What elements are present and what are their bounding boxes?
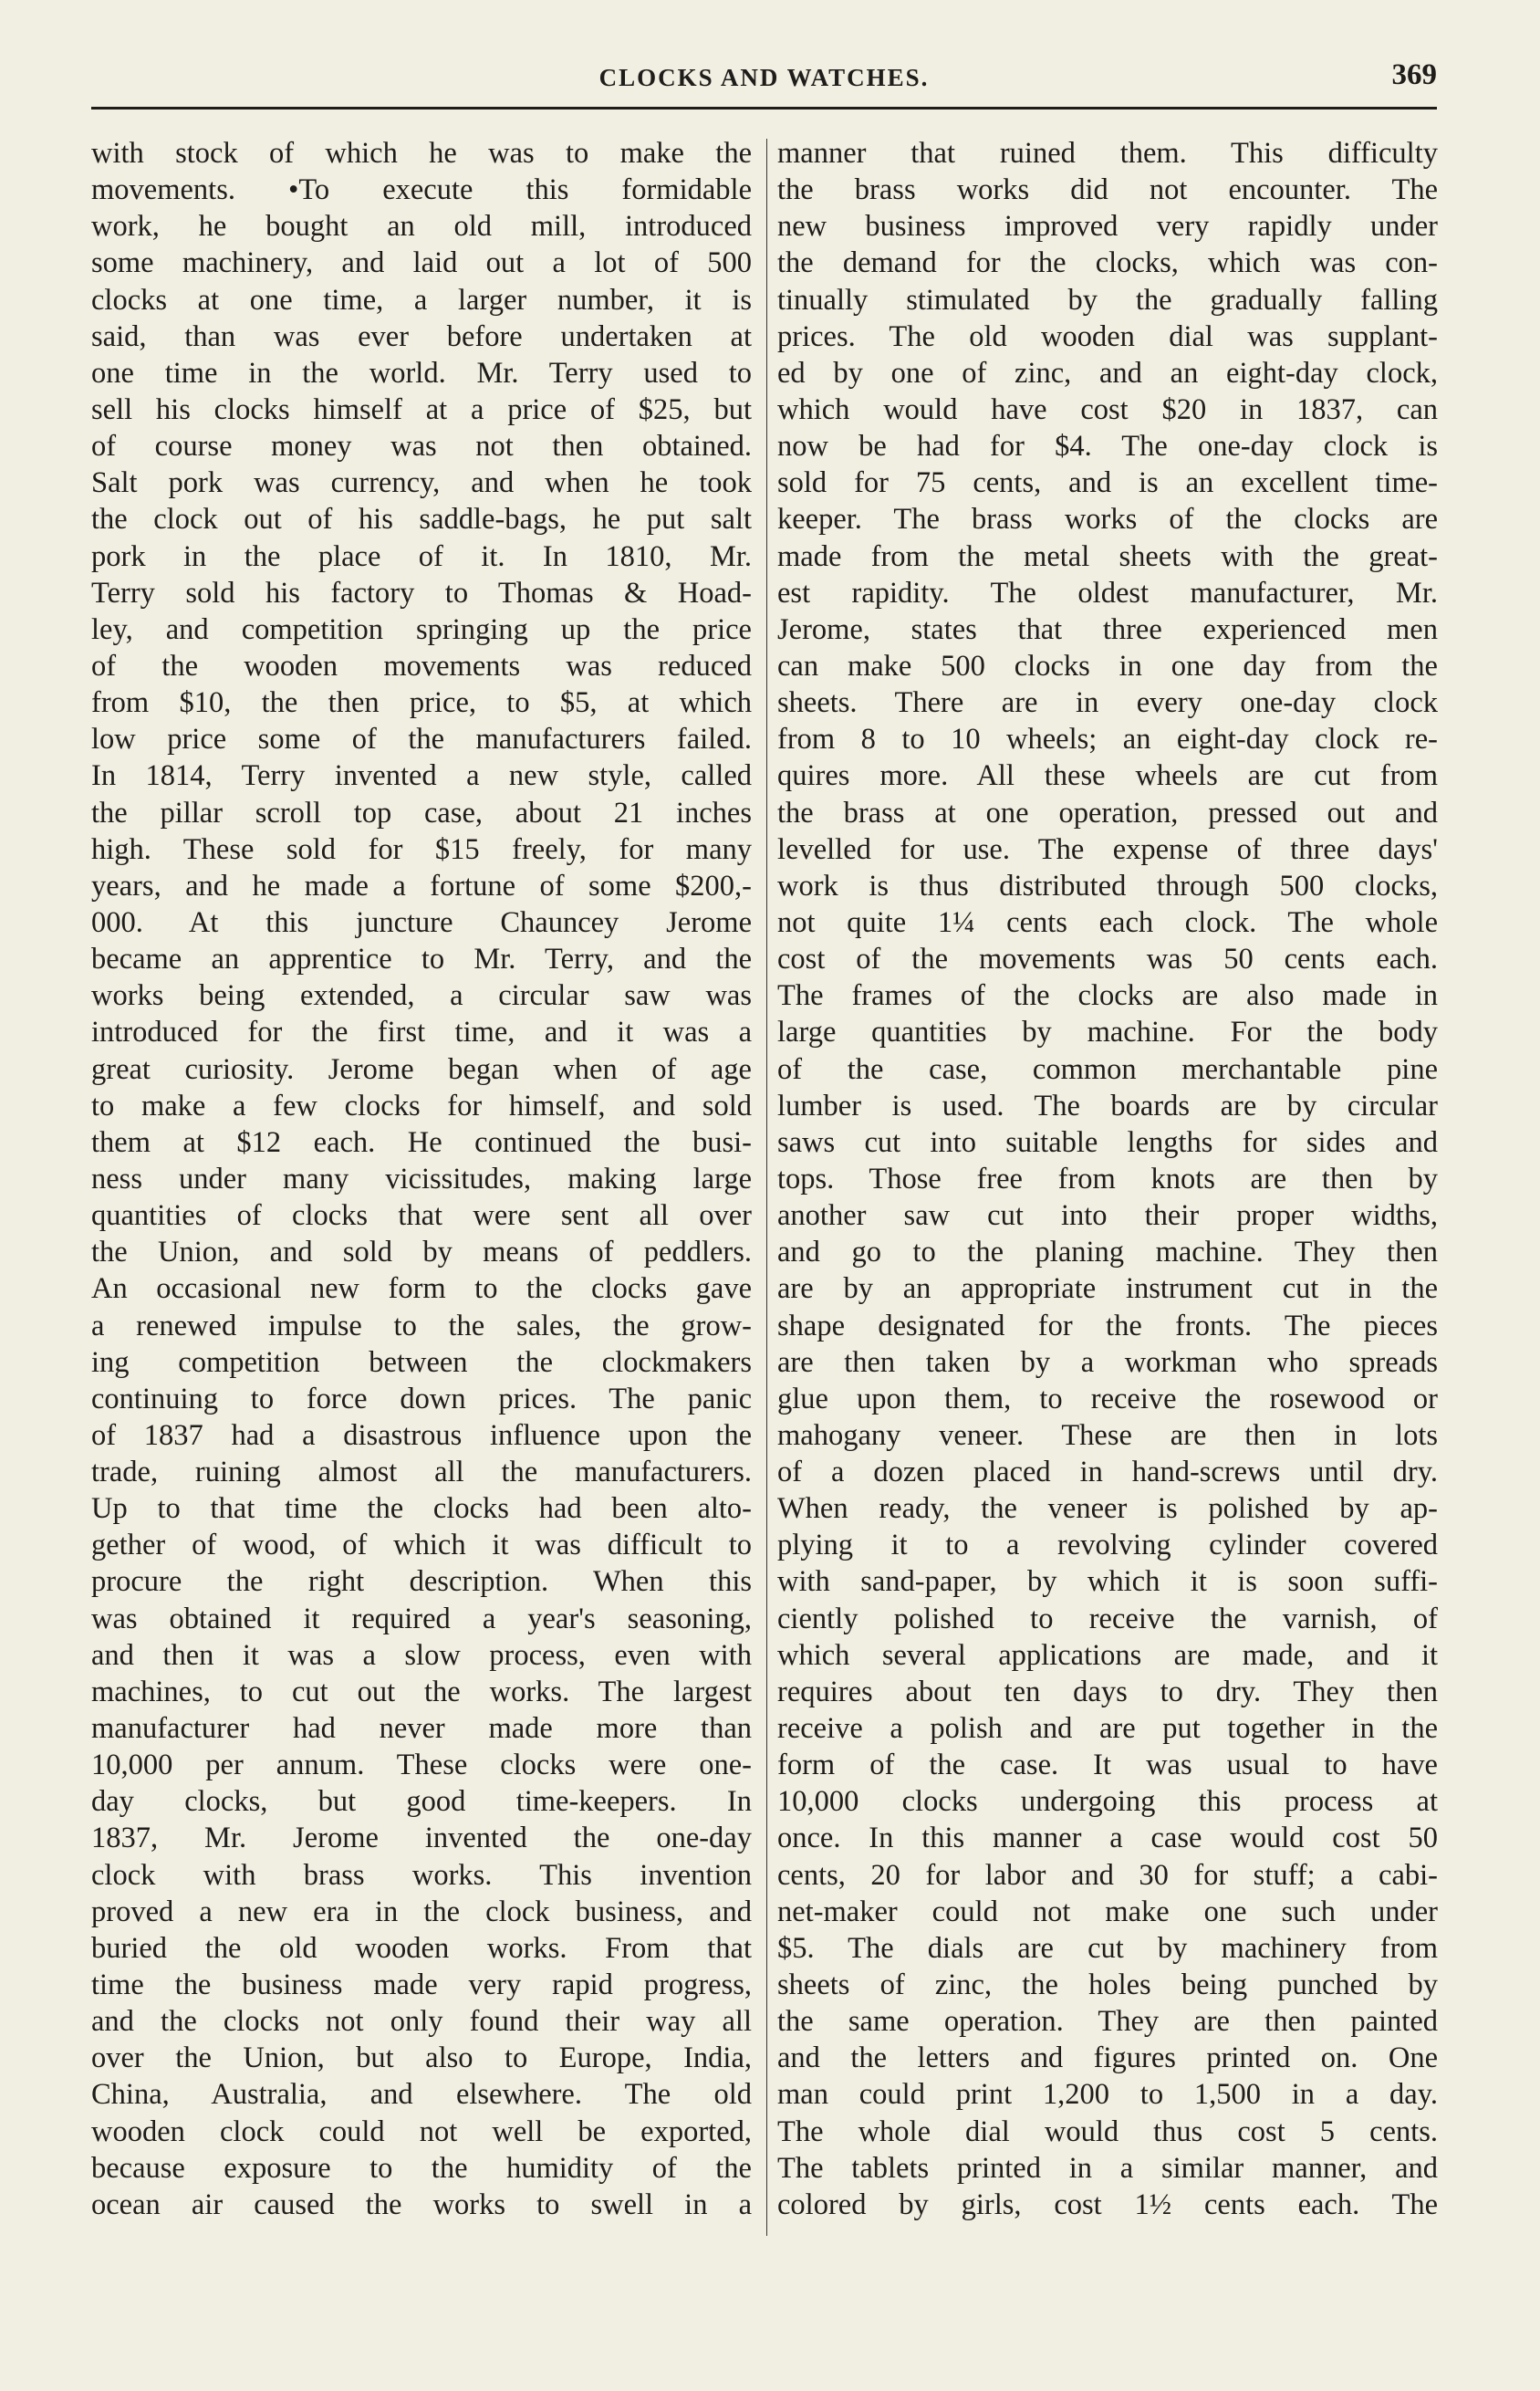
left-column-line: high. These sold for $15 freely, for many [91, 832, 752, 866]
right-column-line: The frames of the clocks are also made in [777, 979, 1438, 1013]
left-column-line: great curiosity. Jerome began when of age [91, 1052, 752, 1086]
right-column-line: levelled for use. The expense of three days' [777, 832, 1438, 866]
left-column-line: said, than was ever before undertaken at [91, 319, 752, 353]
header-rule [91, 107, 1437, 110]
left-column-line: gether of wood, of which it was difficult to [91, 1529, 752, 1562]
running-head [91, 57, 1437, 97]
right-column-line: and go to the planing machine. They then [777, 1236, 1438, 1269]
right-column-line: another saw cut into their proper widths, [777, 1199, 1438, 1233]
right-column-line: keeper. The brass works of the clocks are [777, 503, 1438, 537]
column-divider [766, 139, 767, 2236]
left-column-line: ness under many vicissitudes, making large [91, 1162, 752, 1196]
left-column-line: with stock of which he was to make the [91, 137, 752, 170]
left-column-line: time the business made very rapid progress, [91, 1968, 752, 2002]
running-title: CLOCKS AND WATCHES. [598, 64, 930, 91]
left-column-line: of 1837 had a disastrous influence upon the [91, 1418, 752, 1452]
left-column-line: work, he bought an old mill, introduced [91, 210, 752, 244]
right-column-line: tops. Those free from knots are then by [777, 1162, 1438, 1196]
left-column-line: pork in the place of it. In 1810, Mr. [91, 539, 752, 573]
left-column-line: clocks at one time, a larger number, it is [91, 283, 752, 317]
right-column-line: new business improved very rapidly under [777, 210, 1438, 244]
left-column-line: them at $12 each. He continued the busi- [91, 1125, 752, 1159]
right-column-line: which several applications are made, and it [777, 1638, 1438, 1672]
left-column-line: An occasional new form to the clocks gave [91, 1272, 752, 1306]
left-column-line: became an apprentice to Mr. Terry, and the [91, 943, 752, 976]
left-column-line: day clocks, but good time-keepers. In [91, 1785, 752, 1819]
right-column-line: glue upon them, to receive the rosewood or [777, 1382, 1438, 1415]
right-column-line: ed by one of zinc, and an eight-day clock, [777, 356, 1438, 390]
left-column [91, 135, 752, 2223]
left-column-line: Salt pork was currency, and when he took [91, 466, 752, 500]
right-column-line: now be had for $4. The one-day clock is [777, 430, 1438, 464]
right-column-line: cost of the movements was 50 cents each. [777, 943, 1438, 976]
left-column-line: trade, ruining almost all the manufacturers. [91, 1456, 752, 1489]
right-column-line: are by an appropriate instrument cut in the [777, 1272, 1438, 1306]
left-column-line: proved a new era in the clock business, and [91, 1895, 752, 1928]
left-column-line: wooden clock could not well be exported, [91, 2114, 752, 2148]
right-column-line: made from the metal sheets with the great- [777, 539, 1438, 573]
right-column-line: can make 500 clocks in one day from the [777, 649, 1438, 683]
right-column-line: man could print 1,200 to 1,500 in a day. [777, 2078, 1438, 2112]
left-column-line: In 1814, Terry invented a new style, called [91, 759, 752, 793]
right-column-line: of a dozen placed in hand-screws until dry. [777, 1456, 1438, 1489]
right-column-line: ciently polished to receive the varnish, of [777, 1602, 1438, 1635]
right-column-line: Jerome, states that three experienced men [777, 612, 1438, 646]
left-column-line: continuing to force down prices. The panic [91, 1382, 752, 1415]
right-column-line: The tablets printed in a similar manner, and [777, 2151, 1438, 2185]
right-column-line: the same operation. They are then painted [777, 2005, 1438, 2039]
left-column-line: one time in the world. Mr. Terry used to [91, 356, 752, 390]
right-column-line: manner that ruined them. This difficulty [777, 137, 1438, 170]
right-column-line: work is thus distributed through 500 clocks, [777, 869, 1438, 903]
left-column-line: ley, and competition springing up the price [91, 612, 752, 646]
right-column-line: plying it to a revolving cylinder covered [777, 1529, 1438, 1562]
right-column-line: quires more. All these wheels are cut from [777, 759, 1438, 793]
left-column-line: 1837, Mr. Jerome invented the one-day [91, 1822, 752, 1855]
right-column [777, 135, 1438, 2223]
right-column-line: The whole dial would thus cost 5 cents. [777, 2114, 1438, 2148]
right-column-line: with sand-paper, by which it is soon suffi- [777, 1565, 1438, 1599]
left-column-line: the pillar scroll top case, about 21 inches [91, 796, 752, 830]
left-column-line: procure the right description. When this [91, 1565, 752, 1599]
right-column-line: $5. The dials are cut by machinery from [777, 1931, 1438, 1965]
right-column-line: are then taken by a workman who spreads [777, 1345, 1438, 1379]
right-column-line: 10,000 clocks undergoing this process at [777, 1785, 1438, 1819]
right-column-line: lumber is used. The boards are by circular [777, 1089, 1438, 1122]
right-column-line: the brass works did not encounter. The [777, 173, 1438, 207]
right-column-line: form of the case. It was usual to have [777, 1749, 1438, 1782]
left-column-line: years, and he made a fortune of some $200,- [91, 869, 752, 903]
left-column-line: manufacturer had never made more than [91, 1712, 752, 1746]
left-column-line: Up to that time the clocks had been alto- [91, 1492, 752, 1526]
left-column-line: ing competition between the clockmakers [91, 1345, 752, 1379]
right-column-line: from 8 to 10 wheels; an eight-day clock re- [777, 723, 1438, 757]
left-column-line: 10,000 per annum. These clocks were one- [91, 1749, 752, 1782]
right-column-line: When ready, the veneer is polished by ap- [777, 1492, 1438, 1526]
left-column-line: from $10, the then price, to $5, at which [91, 686, 752, 720]
right-column-line: cents, 20 for labor and 30 for stuff; a cabi- [777, 1858, 1438, 1892]
right-column-line: est rapidity. The oldest manufacturer, Mr. [777, 576, 1438, 610]
page-number: 369 [1391, 58, 1437, 91]
left-column-line: machines, to cut out the works. The largest [91, 1675, 752, 1708]
right-column-line: net-maker could not make one such under [777, 1895, 1438, 1928]
left-column-line: China, Australia, and elsewhere. The old [91, 2078, 752, 2112]
right-column-line: the brass at one operation, pressed out and [777, 796, 1438, 830]
right-column-line: the demand for the clocks, which was con- [777, 246, 1438, 280]
left-column-line: works being extended, a circular saw was [91, 979, 752, 1013]
right-column-line: requires about ten days to dry. They then [777, 1675, 1438, 1708]
left-column-line: and then it was a slow process, even with [91, 1638, 752, 1672]
right-column-line: which would have cost $20 in 1837, can [777, 392, 1438, 426]
left-column-line: over the Union, but also to Europe, India, [91, 2041, 752, 2075]
left-column-line: of the wooden movements was reduced [91, 649, 752, 683]
left-column-line: low price some of the manufacturers failed. [91, 723, 752, 757]
left-column-line: and the clocks not only found their way all [91, 2005, 752, 2039]
right-column-line: and the letters and figures printed on. One [777, 2041, 1438, 2075]
right-column-line: of the case, common merchantable pine [777, 1052, 1438, 1086]
left-column-line: clock with brass works. This invention [91, 1858, 752, 1892]
right-column-line: large quantities by machine. For the body [777, 1016, 1438, 1049]
left-column-line: some machinery, and laid out a lot of 500 [91, 246, 752, 280]
right-column-line: tinually stimulated by the gradually falling [777, 283, 1438, 317]
left-column-line: ocean air caused the works to swell in a [91, 2187, 752, 2221]
right-column-line: once. In this manner a case would cost 50 [777, 1822, 1438, 1855]
left-column-line: the Union, and sold by means of peddlers. [91, 1236, 752, 1269]
right-column-line: sheets. There are in every one-day clock [777, 686, 1438, 720]
right-column-line: receive a polish and are put together in the [777, 1712, 1438, 1746]
right-column-line: sheets of zinc, the holes being punched by [777, 1968, 1438, 2002]
left-column-line: a renewed impulse to the sales, the grow- [91, 1309, 752, 1342]
left-column-line: quantities of clocks that were sent all over [91, 1199, 752, 1233]
left-column-line: to make a few clocks for himself, and sold [91, 1089, 752, 1122]
left-column-line: the clock out of his saddle-bags, he put salt [91, 503, 752, 537]
right-column-line: mahogany veneer. These are then in lots [777, 1418, 1438, 1452]
left-column-line: buried the old wooden works. From that [91, 1931, 752, 1965]
right-column-line: shape designated for the fronts. The pieces [777, 1309, 1438, 1342]
right-column-line: not quite 1¼ cents each clock. The whole [777, 905, 1438, 939]
right-column-line: colored by girls, cost 1½ cents each. The [777, 2187, 1438, 2221]
right-column-line: saws cut into suitable lengths for sides and [777, 1125, 1438, 1159]
left-column-line: was obtained it required a year's seasoning, [91, 1602, 752, 1635]
left-column-line: movements. •To execute this formidable [91, 173, 752, 207]
right-column-line: sold for 75 cents, and is an excellent time- [777, 466, 1438, 500]
right-column-line: prices. The old wooden dial was supplant- [777, 319, 1438, 353]
left-column-line: 000. At this juncture Chauncey Jerome [91, 905, 752, 939]
left-column-line: sell his clocks himself at a price of $25, but [91, 392, 752, 426]
left-column-line: introduced for the first time, and it was a [91, 1016, 752, 1049]
left-column-line: Terry sold his factory to Thomas & Hoad- [91, 576, 752, 610]
left-column-line: because exposure to the humidity of the [91, 2151, 752, 2185]
left-column-line: of course money was not then obtained. [91, 430, 752, 464]
